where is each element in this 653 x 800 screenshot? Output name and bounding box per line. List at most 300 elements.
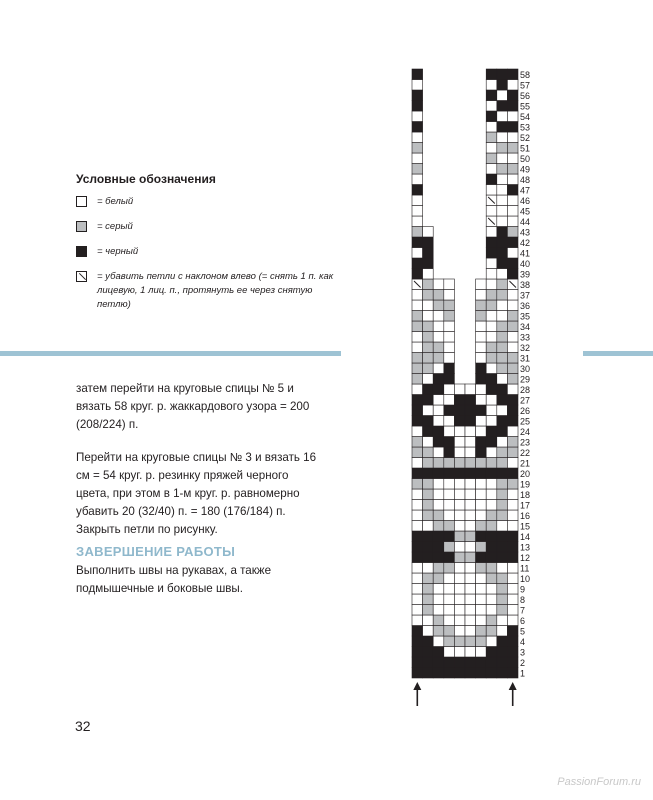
page-number: 32 — [75, 718, 91, 734]
chart-cell — [454, 626, 465, 637]
chart-cell — [444, 374, 455, 385]
chart-cell — [423, 353, 434, 364]
chart-cell — [454, 458, 465, 469]
chart-cell — [465, 416, 476, 427]
row-number-label: 42 — [520, 238, 531, 248]
row-number-label: 58 — [520, 70, 531, 80]
chart-cell — [412, 615, 423, 626]
row-number-label: 12 — [520, 553, 531, 563]
chart-cell — [412, 258, 423, 269]
row-number-label: 40 — [520, 259, 531, 269]
row-number-label: 39 — [520, 269, 531, 280]
chart-cell — [412, 122, 423, 133]
chart-cell — [444, 605, 455, 616]
row-number-label: 21 — [520, 458, 531, 469]
chart-cell — [454, 636, 465, 647]
chart-cell — [433, 573, 444, 584]
row-number-label: 27 — [520, 395, 531, 406]
chart-cell — [433, 279, 444, 290]
chart-cell — [486, 80, 497, 91]
chart-cell — [423, 405, 434, 416]
chart-cell — [412, 489, 423, 500]
chart-cell — [444, 458, 455, 469]
chart-cell — [486, 342, 497, 353]
chart-cell — [433, 605, 444, 616]
chart-cell — [486, 248, 497, 259]
chart-cell — [476, 416, 487, 427]
row-number-label: 1 — [520, 668, 526, 679]
chart-cell — [433, 521, 444, 532]
chart-cell — [497, 290, 508, 301]
chart-cell — [497, 69, 508, 80]
chart-cell — [412, 479, 423, 490]
chart-cell — [433, 321, 444, 332]
chart-cell — [507, 153, 518, 164]
chart-cell — [444, 584, 455, 595]
chart-cell — [476, 374, 487, 385]
chart-cell — [423, 248, 434, 259]
chart-cell — [444, 332, 455, 343]
chart-cell — [412, 80, 423, 91]
chart-cell — [476, 279, 487, 290]
chart-cell — [497, 143, 508, 154]
chart-cell — [507, 353, 518, 364]
chart-cell — [423, 342, 434, 353]
chart-cell — [423, 300, 434, 311]
chart-cell — [423, 668, 434, 679]
chart-cell — [497, 657, 508, 668]
row-number-label: 48 — [520, 175, 531, 185]
chart-cell — [486, 542, 497, 553]
chart-cell — [423, 332, 434, 343]
chart-cell — [486, 426, 497, 437]
chart-cell — [486, 500, 497, 511]
chart-cell — [423, 321, 434, 332]
chart-cell — [507, 615, 518, 626]
chart-cell — [465, 468, 476, 479]
chart-cell — [423, 311, 434, 322]
chart-cell — [454, 416, 465, 427]
legend-text: = серый — [97, 221, 133, 232]
row-number-label: 17 — [520, 500, 531, 511]
chart-cell — [465, 552, 476, 563]
chart-cell — [476, 363, 487, 374]
chart-cell — [423, 227, 434, 238]
chart-cell — [423, 594, 434, 605]
chart-cell — [497, 405, 508, 416]
chart-cell — [412, 164, 423, 175]
chart-cell — [465, 395, 476, 406]
chart-cell — [497, 563, 508, 574]
chart-cell — [497, 647, 508, 658]
chart-cell — [476, 584, 487, 595]
chart-cell — [486, 300, 497, 311]
chart-cell — [507, 594, 518, 605]
chart-cell — [476, 500, 487, 511]
chart-cell — [497, 300, 508, 311]
chart-cell — [507, 80, 518, 91]
chart-cell — [507, 521, 518, 532]
chart-cell — [507, 395, 518, 406]
chart-cell — [486, 521, 497, 532]
chart-cell — [454, 584, 465, 595]
chart-cell — [454, 510, 465, 521]
chart-cell — [412, 332, 423, 343]
chart-cell — [444, 531, 455, 542]
legend-text: = черный — [97, 246, 139, 257]
chart-cell — [486, 311, 497, 322]
chart-cell — [433, 384, 444, 395]
chart-cell — [412, 342, 423, 353]
chart-cell — [486, 122, 497, 133]
chart-cell — [507, 269, 518, 280]
chart-cell — [486, 90, 497, 101]
chart-cell — [465, 500, 476, 511]
chart-cell — [486, 584, 497, 595]
row-number-label: 33 — [520, 332, 531, 343]
row-number-label: 13 — [520, 542, 531, 553]
row-number-label: 31 — [520, 353, 531, 364]
section-text: Выполнить швы на рукавах, а также подмышечные и боковые швы. — [76, 564, 272, 595]
chart-cell — [476, 437, 487, 448]
chart-cell — [497, 332, 508, 343]
chart-cell — [486, 363, 497, 374]
chart-cell — [486, 489, 497, 500]
chart-cell — [497, 353, 508, 364]
chart-cell — [476, 636, 487, 647]
row-number-label: 49 — [520, 164, 531, 175]
chart-cell — [486, 573, 497, 584]
chart-cell — [444, 647, 455, 658]
chart-cell — [507, 363, 518, 374]
chart-cell — [412, 542, 423, 553]
chart-cell — [507, 563, 518, 574]
row-number-label: 15 — [520, 521, 531, 532]
chart-cell — [423, 384, 434, 395]
chart-cell — [433, 552, 444, 563]
chart-cell — [476, 447, 487, 458]
chart-cell — [465, 521, 476, 532]
chart-cell — [497, 531, 508, 542]
row-number-label: 44 — [520, 217, 531, 227]
chart-cell — [454, 426, 465, 437]
chart-cell — [433, 374, 444, 385]
chart-cell — [507, 342, 518, 353]
chart-cell — [454, 500, 465, 511]
chart-cell — [497, 237, 508, 248]
chart-cell — [476, 531, 487, 542]
chart-cell — [507, 300, 518, 311]
chart-cell — [507, 111, 518, 122]
chart-cell — [507, 668, 518, 679]
chart-cell — [433, 290, 444, 301]
chart-cell — [507, 311, 518, 322]
chart-cell — [497, 164, 508, 175]
chart-cell — [412, 573, 423, 584]
row-number-label: 28 — [520, 385, 531, 395]
chart-cell — [433, 332, 444, 343]
chart-cell — [412, 363, 423, 374]
chart-cell — [423, 605, 434, 616]
chart-cell — [423, 500, 434, 511]
chart-cell — [486, 468, 497, 479]
chart-cell — [454, 573, 465, 584]
chart-cell — [476, 510, 487, 521]
chart-cell — [423, 563, 434, 574]
chart-cell — [444, 552, 455, 563]
chart-cell — [423, 363, 434, 374]
chart-cell — [497, 321, 508, 332]
chart-cell — [444, 573, 455, 584]
chart-cell — [433, 447, 444, 458]
legend-text: = убавить петли с наклоном влево (= снять 1 п. как лицевую, 1 лиц. п., протянуть ее через снятую петлю) — [97, 271, 334, 310]
chart-cell — [507, 458, 518, 469]
chart-cell — [476, 647, 487, 658]
row-number-label: 2 — [520, 658, 526, 668]
chart-cell — [497, 174, 508, 185]
chart-cell — [444, 300, 455, 311]
chart-cell — [423, 468, 434, 479]
chart-cell — [476, 468, 487, 479]
chart-cell — [507, 626, 518, 637]
chart-cell — [423, 489, 434, 500]
chart-cell — [486, 395, 497, 406]
chart-cell — [433, 437, 444, 448]
chart-cell — [444, 510, 455, 521]
chart-cell — [476, 668, 487, 679]
chart-cell — [486, 647, 497, 658]
row-number-label: 55 — [520, 101, 531, 112]
chart-cell — [486, 174, 497, 185]
chart-cell — [507, 195, 518, 206]
chart-cell — [497, 101, 508, 112]
chart-cell — [465, 489, 476, 500]
chart-cell — [454, 647, 465, 658]
chart-cell — [476, 552, 487, 563]
watermark: PassionForum.ru — [557, 776, 641, 788]
chart-cell — [433, 510, 444, 521]
chart-cell — [412, 657, 423, 668]
chart-cell — [454, 563, 465, 574]
chart-cell — [486, 111, 497, 122]
chart-cell — [497, 395, 508, 406]
chart-cell — [465, 594, 476, 605]
row-number-label: 29 — [520, 374, 531, 385]
chart-cell — [454, 479, 465, 490]
chart-cell — [454, 615, 465, 626]
chart-cell — [444, 447, 455, 458]
chart-cell — [412, 668, 423, 679]
chart-cell — [412, 552, 423, 563]
chart-cell — [423, 416, 434, 427]
row-number-label: 7 — [520, 605, 526, 616]
chart-cell — [497, 248, 508, 259]
chart-cell — [507, 479, 518, 490]
row-number-label: 22 — [520, 448, 531, 458]
chart-cell — [507, 489, 518, 500]
chart-cell — [423, 626, 434, 637]
chart-cell — [497, 447, 508, 458]
chart-cell — [433, 584, 444, 595]
chart-cell — [444, 353, 455, 364]
chart-cell — [507, 636, 518, 647]
chart-cell — [486, 164, 497, 175]
chart-cell — [433, 416, 444, 427]
chart-cell — [486, 384, 497, 395]
chart-cell — [433, 395, 444, 406]
chart-cell — [497, 626, 508, 637]
chart-cell — [465, 510, 476, 521]
chart-cell — [465, 437, 476, 448]
chart-cell — [497, 479, 508, 490]
chart-cell — [412, 353, 423, 364]
chart-cell — [507, 237, 518, 248]
row-number-label: 53 — [520, 122, 531, 133]
row-number-label: 8 — [520, 595, 526, 605]
chart-cell — [454, 542, 465, 553]
chart-cell — [486, 405, 497, 416]
chart-cell — [476, 342, 487, 353]
chart-cell — [412, 90, 423, 101]
chart-cell — [465, 615, 476, 626]
chart-cell — [423, 479, 434, 490]
chart-cell — [497, 195, 508, 206]
chart-cell — [507, 426, 518, 437]
chart-cell — [507, 573, 518, 584]
chart-cell — [423, 437, 434, 448]
chart-cell — [444, 542, 455, 553]
chart-cell — [486, 458, 497, 469]
chart-cell — [486, 69, 497, 80]
chart-cell — [507, 258, 518, 269]
chart-cell — [465, 542, 476, 553]
chart-cell — [465, 657, 476, 668]
chart-cell — [412, 195, 423, 206]
chart-cell — [444, 363, 455, 374]
chart-cell — [454, 521, 465, 532]
chart-cell — [412, 311, 423, 322]
chart-cell — [412, 321, 423, 332]
chart-cell — [507, 384, 518, 395]
row-number-label: 5 — [520, 626, 526, 637]
chart-cell — [497, 342, 508, 353]
chart-cell — [465, 479, 476, 490]
chart-cell — [433, 479, 444, 490]
chart-cell — [497, 80, 508, 91]
chart-cell — [433, 594, 444, 605]
chart-cell — [412, 300, 423, 311]
chart-cell — [497, 510, 508, 521]
row-number-label: 14 — [520, 532, 531, 542]
chart-cell — [423, 636, 434, 647]
chart-cell — [444, 416, 455, 427]
row-number-label: 19 — [520, 479, 531, 490]
paragraph-1: затем перейти на круговые спицы № 5 и вязать 58 круг. р. жаккардового узора = 200 (208/224) п. — [76, 382, 310, 431]
chart-cell — [412, 510, 423, 521]
chart-cell — [465, 426, 476, 437]
chart-cell — [476, 353, 487, 364]
chart-cell — [476, 521, 487, 532]
chart-cell — [412, 216, 423, 227]
chart-cell — [444, 521, 455, 532]
chart-cell — [454, 437, 465, 448]
chart-cell — [465, 668, 476, 679]
chart-cell — [433, 458, 444, 469]
chart-cell — [486, 321, 497, 332]
chart-cell — [465, 563, 476, 574]
chart-cell — [412, 384, 423, 395]
row-number-label: 57 — [520, 80, 531, 91]
chart-cell — [412, 69, 423, 80]
chart-cell — [465, 647, 476, 658]
legend-title: Условные обозначения — [76, 172, 216, 186]
chart-cell — [497, 458, 508, 469]
chart-cell — [497, 363, 508, 374]
chart-cell — [433, 353, 444, 364]
arrow-up-icon — [413, 682, 421, 690]
chart-cell — [423, 374, 434, 385]
chart-cell — [497, 636, 508, 647]
chart-cell — [412, 153, 423, 164]
chart-cell — [444, 500, 455, 511]
chart-cell — [507, 542, 518, 553]
chart-cell — [497, 269, 508, 280]
chart-cell — [433, 363, 444, 374]
chart-cell — [507, 206, 518, 217]
chart-cell — [454, 384, 465, 395]
chart-cell — [423, 447, 434, 458]
chart-cell — [497, 374, 508, 385]
chart-cell — [486, 153, 497, 164]
chart-cell — [476, 426, 487, 437]
chart-cell — [412, 132, 423, 143]
chart-cell — [486, 290, 497, 301]
row-number-label: 54 — [520, 112, 531, 122]
chart-cell — [412, 111, 423, 122]
chart-cell — [454, 489, 465, 500]
chart-cell — [507, 416, 518, 427]
chart-cell — [433, 668, 444, 679]
chart-cell — [412, 563, 423, 574]
row-number-label: 3 — [520, 647, 526, 658]
chart-cell — [423, 258, 434, 269]
chart-cell — [444, 437, 455, 448]
row-number-label: 45 — [520, 206, 531, 217]
chart-cell — [507, 164, 518, 175]
chart-cell — [476, 605, 487, 616]
chart-cell — [444, 342, 455, 353]
row-number-label: 47 — [520, 185, 531, 196]
chart-cell — [486, 416, 497, 427]
chart-cell — [412, 426, 423, 437]
chart-cell — [423, 647, 434, 658]
chart-cell — [444, 311, 455, 322]
chart-cell — [497, 111, 508, 122]
row-number-label: 20 — [520, 469, 531, 479]
row-number-label: 18 — [520, 490, 531, 500]
chart-cell — [486, 437, 497, 448]
row-number-label: 50 — [520, 154, 531, 164]
chart-cell — [497, 573, 508, 584]
chart-cell — [444, 615, 455, 626]
chart-cell — [412, 605, 423, 616]
arrow-up-icon — [509, 682, 517, 690]
chart-cell — [412, 458, 423, 469]
chart-cell — [412, 531, 423, 542]
row-number-label: 34 — [520, 322, 531, 332]
chart-cell — [412, 174, 423, 185]
chart-cell — [423, 552, 434, 563]
